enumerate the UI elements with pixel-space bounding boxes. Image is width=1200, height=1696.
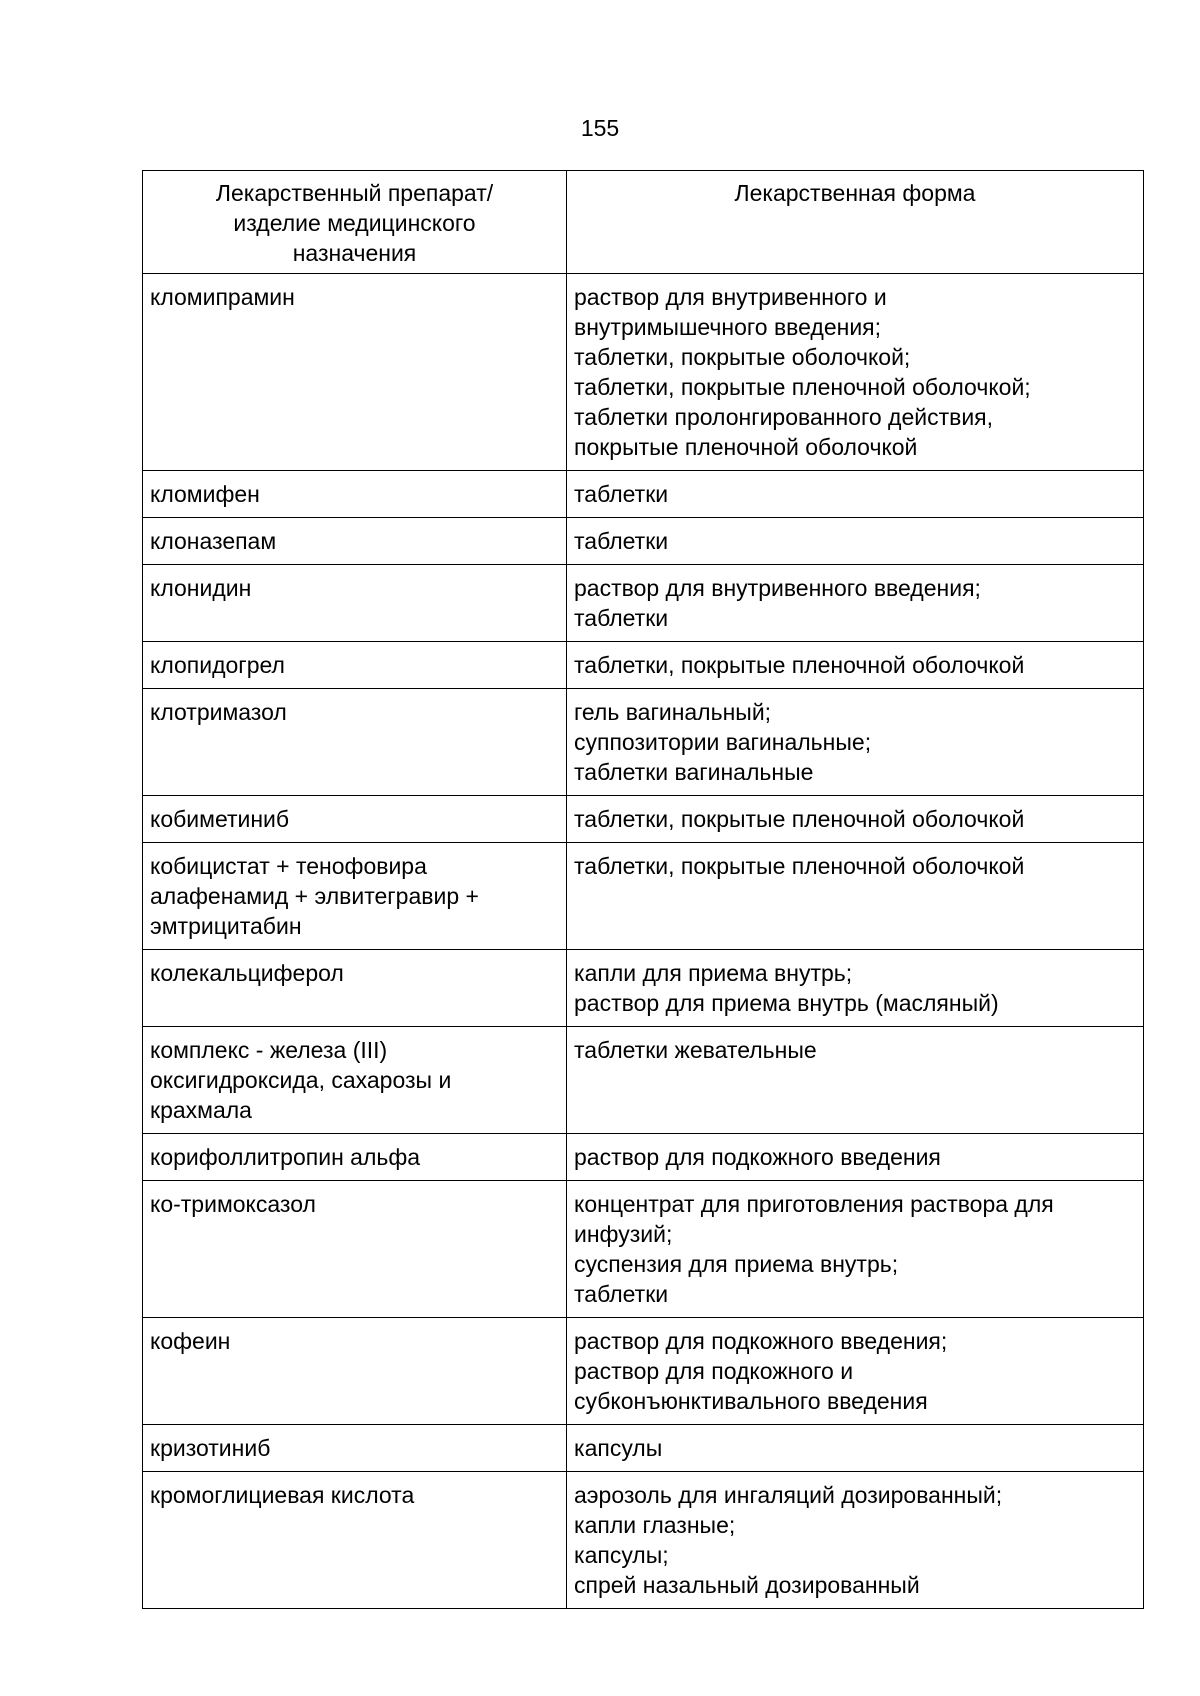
dosage-form-line: капли для приема внутрь; — [574, 960, 853, 986]
drug-name-line: корифоллитропин альфа — [150, 1144, 421, 1170]
drug-name-cell — [143, 518, 567, 565]
dosage-form-cell — [567, 843, 1144, 950]
dosage-form-line: аэрозоль для ингаляций дозированный; — [574, 1482, 1003, 1508]
table-row — [143, 274, 1144, 471]
dosage-form-line: таблетки пролонгированного действия, — [574, 404, 994, 430]
drug-name-cell — [143, 950, 567, 1027]
dosage-form-line: капли глазные; — [574, 1512, 736, 1538]
drug-name-line: колекальциферол — [150, 960, 344, 986]
drug-name-cell — [143, 843, 567, 950]
dosage-form-line: таблетки — [574, 605, 669, 631]
drug-name-line: клотримазол — [150, 699, 287, 725]
dosage-form-line: раствор для подкожного введения; — [574, 1328, 948, 1354]
header-line: изделие медицинского — [233, 210, 476, 236]
dosage-form-cell — [567, 518, 1144, 565]
drug-name-line: кобиметиниб — [150, 806, 290, 832]
drug-name-line: оксигидроксида, сахарозы и — [150, 1067, 452, 1093]
drug-name-cell — [143, 1318, 567, 1425]
header-line: Лекарственная форма — [734, 180, 976, 206]
dosage-form-cell — [567, 796, 1144, 843]
dosage-form-line: гель вагинальный; — [574, 699, 772, 725]
drug-name-line: кофеин — [150, 1328, 231, 1354]
table-row — [143, 565, 1144, 642]
drug-name-cell — [143, 1472, 567, 1609]
dosage-form-line: раствор для подкожного введения — [574, 1144, 941, 1170]
drug-name-line: кромоглициевая кислота — [150, 1482, 415, 1508]
table-row — [143, 1027, 1144, 1134]
table-row — [143, 950, 1144, 1027]
drug-name-cell — [143, 1425, 567, 1472]
table-row — [143, 689, 1144, 796]
drug-name-cell — [143, 274, 567, 471]
dosage-form-line: суспензия для приема внутрь; — [574, 1251, 899, 1277]
dosage-form-cell — [567, 689, 1144, 796]
drug-name-line: кризотиниб — [150, 1435, 271, 1461]
dosage-form-line: таблетки жевательные — [574, 1037, 817, 1063]
dosage-form-cell — [567, 565, 1144, 642]
dosage-form-line: таблетки — [574, 481, 669, 507]
dosage-form-line: таблетки — [574, 528, 669, 554]
drug-name-line: клоназепам — [150, 528, 277, 554]
dosage-form-line: концентрат для приготовления раствора для — [574, 1191, 1054, 1217]
table-row — [143, 796, 1144, 843]
drug-name-cell — [143, 796, 567, 843]
dosage-form-line: таблетки, покрытые пленочной оболочкой — [574, 853, 1025, 879]
drug-name-line: эмтрицитабин — [150, 913, 302, 939]
dosage-form-line: раствор для приема внутрь (масляный) — [574, 990, 999, 1016]
drug-table — [142, 170, 1144, 1609]
dosage-form-line: таблетки, покрытые пленочной оболочкой — [574, 652, 1025, 678]
dosage-form-cell — [567, 471, 1144, 518]
table-row — [143, 1472, 1144, 1609]
dosage-form-cell — [567, 274, 1144, 471]
page-number: 155 — [580, 115, 620, 141]
dosage-form-line: таблетки, покрытые пленочной оболочкой — [574, 806, 1025, 832]
dosage-form-line: субконъюнктивального введения — [574, 1388, 928, 1414]
drug-name-line: крахмала — [150, 1097, 252, 1123]
drug-name-line: кобицистат + тенофовира — [150, 853, 427, 879]
drug-name-line: кломифен — [150, 481, 260, 507]
drug-name-line: клопидогрел — [150, 652, 285, 678]
dosage-form-line: таблетки, покрытые пленочной оболочкой; — [574, 374, 1031, 400]
dosage-form-line: суппозитории вагинальные; — [574, 729, 872, 755]
dosage-form-cell — [567, 1027, 1144, 1134]
dosage-form-cell — [567, 950, 1144, 1027]
table-body — [143, 274, 1144, 1609]
dosage-form-cell — [567, 1425, 1144, 1472]
dosage-form-line: спрей назальный дозированный — [574, 1572, 920, 1598]
table-row — [143, 1425, 1144, 1472]
drug-name-cell — [143, 471, 567, 518]
dosage-form-cell — [567, 1318, 1144, 1425]
dosage-form-line: таблетки, покрытые оболочкой; — [574, 344, 911, 370]
drug-name-cell — [143, 1027, 567, 1134]
table-row — [143, 843, 1144, 950]
dosage-form-line: раствор для внутривенного и — [574, 284, 887, 310]
drug-name-line: алафенамид + элвитегравир + — [150, 883, 479, 909]
drug-name-line: кломипрамин — [150, 284, 295, 310]
drug-name-cell — [143, 642, 567, 689]
dosage-form-cell — [567, 1472, 1144, 1609]
header-line: Лекарственный препарат/ — [215, 180, 494, 206]
dosage-form-cell — [567, 1181, 1144, 1318]
table-row — [143, 642, 1144, 689]
drug-name-line: комплекс - железа (III) — [150, 1037, 388, 1063]
table-row — [143, 518, 1144, 565]
dosage-form-line: инфузий; — [574, 1221, 673, 1247]
dosage-form-cell — [567, 642, 1144, 689]
dosage-form-line: внутримышечного введения; — [574, 314, 882, 340]
dosage-form-line: таблетки — [574, 1281, 669, 1307]
drug-name-cell — [143, 1181, 567, 1318]
table-row — [143, 1318, 1144, 1425]
dosage-form-line: капсулы — [574, 1435, 663, 1461]
dosage-form-line: раствор для внутривенного введения; — [574, 575, 981, 601]
table-header-row — [143, 171, 1144, 274]
table-row — [143, 1181, 1144, 1318]
header-drug — [143, 171, 567, 274]
dosage-form-line: покрытые пленочной оболочкой — [574, 434, 918, 460]
dosage-form-line: таблетки вагинальные — [574, 759, 814, 785]
dosage-form-cell — [567, 1134, 1144, 1181]
drug-name-cell — [143, 565, 567, 642]
drug-name-cell — [143, 689, 567, 796]
drug-name-cell — [143, 1134, 567, 1181]
header-line: назначения — [292, 240, 417, 266]
table-row — [143, 471, 1144, 518]
header-form — [567, 171, 1144, 274]
drug-name-line: клонидин — [150, 575, 252, 601]
drug-name-line: ко-тримоксазол — [150, 1191, 316, 1217]
dosage-form-line: раствор для подкожного и — [574, 1358, 854, 1384]
table-row — [143, 1134, 1144, 1181]
dosage-form-line: капсулы; — [574, 1542, 669, 1568]
